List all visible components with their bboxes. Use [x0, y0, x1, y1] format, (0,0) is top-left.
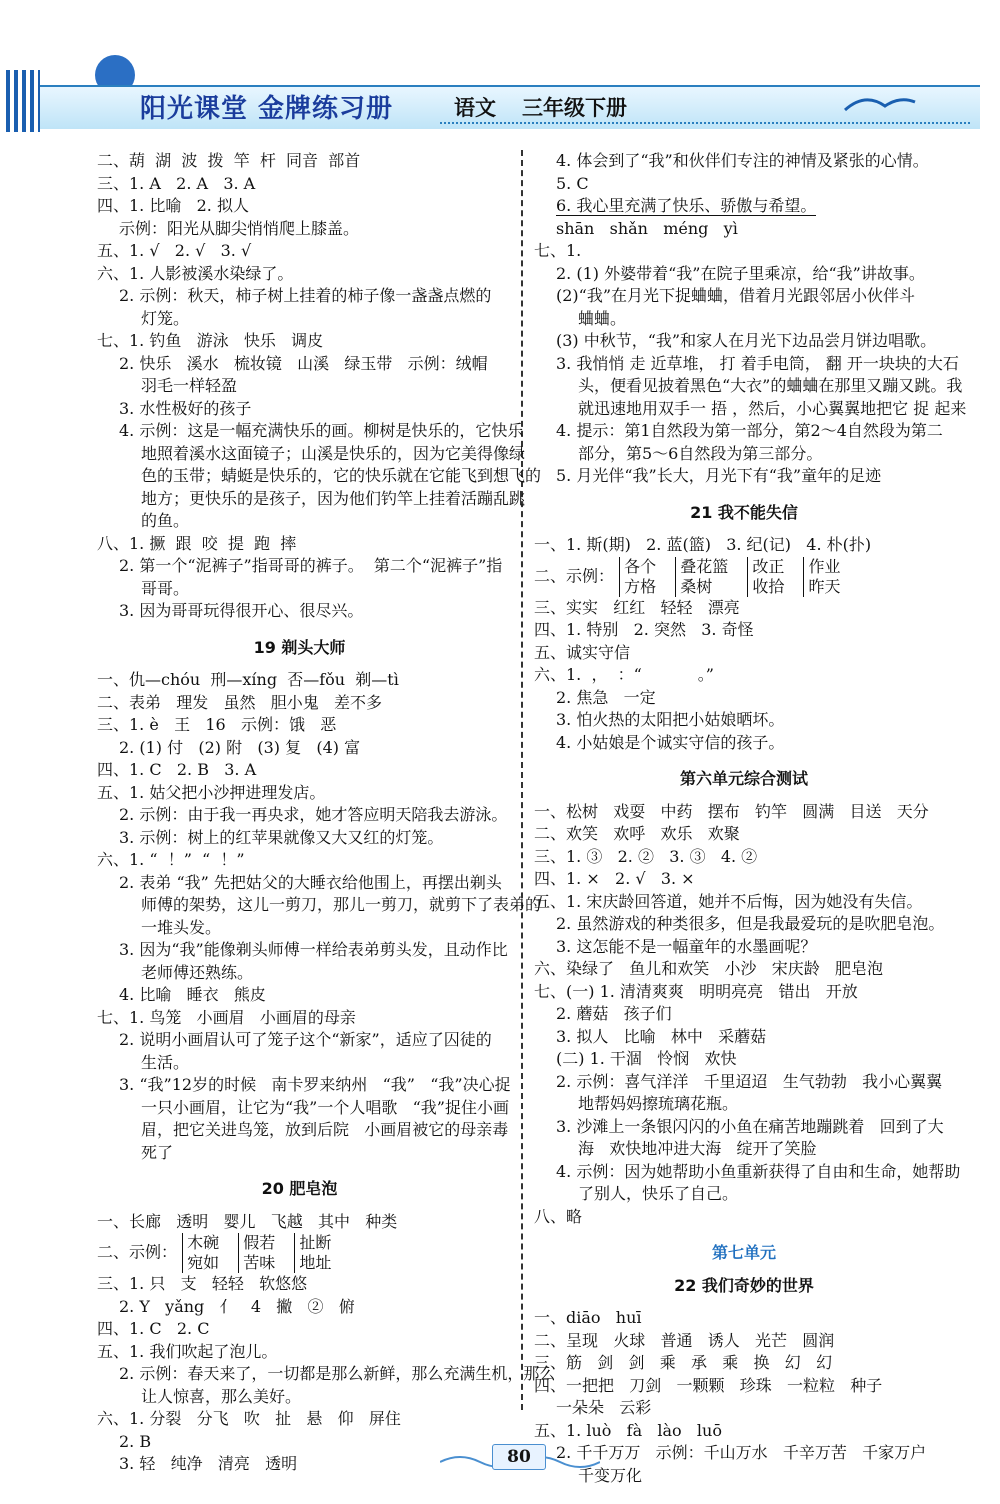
answer-line: 五、1. √ 2. √ 3. √ — [97, 241, 252, 260]
answer-line: 5. 月光伴“我”长大，月光下有“我”童年的足迹 — [556, 466, 882, 485]
word: 苦味 — [243, 1253, 276, 1272]
right-column — [534, 150, 967, 1487]
answer-line: shān shǎn méng yì — [556, 218, 738, 238]
answer-line: 八、1. 撅 跟 咬 提 跑 摔 — [97, 533, 297, 553]
answer-line: 四、1. C 2. C — [97, 1319, 210, 1338]
answer-line: 3. 水性极好的孩子 — [119, 398, 252, 418]
answer-line: 2. 示例：由于我一再央求，她才答应明天陪我去游泳。 — [119, 805, 508, 824]
answer-line: 4. 示例：这是一幅充满快乐的画。柳树是快乐的，它快乐 — [119, 421, 524, 440]
word: 扯断 — [299, 1233, 332, 1252]
answer-line: 就迅速地用双手一 捂 ，然后，小心翼翼地把它 捉 起来 — [578, 398, 967, 418]
answer-line: 三、实实 红红 轻轻 漂亮 — [534, 597, 740, 617]
column-divider — [521, 150, 523, 1410]
header-dotted-rule — [440, 122, 970, 124]
answer-line: 五、1. 我们吹起了泡儿。 — [97, 1341, 278, 1361]
answer-line-brackets — [97, 1233, 502, 1273]
answer-line: 五、1. luò fà lào luō — [534, 1420, 722, 1440]
answer-line: (2)“我”在月光下捉蛐蛐，借着月光跟邻居小伙伴斗 — [556, 286, 916, 305]
answer-line: 头，便看见披着黑色“大衣”的蛐蛐在那里又蹦又跳。我 — [578, 376, 963, 395]
answer-line: 一朵朵 云彩 — [556, 1398, 652, 1417]
answer-line: 3. 拟人 比喻 林中 采蘑菇 — [556, 1026, 767, 1046]
answer-line: (3) 中秋节，“我”和家人在月光下边品尝月饼边唱歌。 — [556, 331, 937, 350]
answer-line: 让人惊喜，那么美好。 — [141, 1386, 302, 1406]
answer-line: 4. 示例：因为她帮助小鱼重新获得了自由和生命，她帮助 — [556, 1161, 961, 1181]
lesson-heading: 19 剃头大师 — [253, 637, 346, 657]
answer-line: 2. 示例：喜气洋洋 千里迢迢 生气勃勃 我小心翼翼 — [556, 1071, 943, 1091]
answer-line: 蛐蛐。 — [578, 308, 627, 328]
answer-line: 三、1. è 王 16 示例：饿 恶 — [97, 715, 337, 734]
word: 地址 — [299, 1253, 332, 1272]
answer-line: 老师傅还熟练。 — [141, 962, 254, 982]
word-group — [294, 1233, 331, 1273]
answer-line: 生活。 — [141, 1052, 190, 1072]
answer-line-brackets — [534, 557, 954, 597]
answer-line: 的鱼。 — [141, 511, 190, 530]
answer-line: 4. 提示：第1自然段为第一部分，第2～4自然段为第二 — [556, 421, 943, 440]
answer-line: 2. 蘑菇 孩子们 — [556, 1004, 672, 1023]
answer-line: 地方；更快乐的是孩子，因为他们钓竿上挂着活蹦乱跳 — [141, 488, 526, 508]
answer-line: 四、一把把 刀剑 一颗颗 珍珠 一粒粒 种子 — [534, 1375, 883, 1395]
word: 方格 — [624, 576, 657, 596]
answer-line: 地帮妈妈擦琉璃花瓶。 — [578, 1094, 739, 1113]
answer-line: 4. 小姑娘是个诚实守信的孩子。 — [556, 732, 785, 752]
answer-line: 3. “我”12岁的时候 南卡罗来纳州 “我” “我”决心捉 — [119, 1075, 511, 1094]
unit-test-heading: 第六单元综合测试 — [679, 769, 808, 788]
answer-line: 六、1. ， ：“ 。” — [534, 665, 714, 684]
page-header — [0, 0, 1000, 160]
word-group — [803, 557, 840, 597]
answer-line: 一、仇—chóu 刑—xíng 否—fǒu 剃—tì — [97, 670, 399, 689]
answer-line: 五、诚实守信 — [534, 642, 631, 662]
answer-line: 3. 怕火热的太阳把小姑娘晒坏。 — [556, 710, 785, 729]
lesson-heading: 22 我们奇妙的世界 — [674, 1275, 814, 1295]
page-number: 80 — [492, 1444, 546, 1470]
answer-line: 海 欢快地冲进大海 绽开了笑脸 — [578, 1139, 817, 1158]
answer-line: 3. 因为哥哥玩得很开心、很尽兴。 — [119, 601, 364, 620]
answer-line: 一、1. 斯(期) 2. 蓝(篮) 3. 纪(记) 4. 朴(扑) — [534, 535, 872, 554]
answer-line: 七、1. 钓鱼 游泳 快乐 调皮 — [97, 331, 324, 350]
answer-line: 二、呈现 火球 普通 诱人 光芒 圆润 — [534, 1330, 835, 1350]
answer-line: 八、略 — [534, 1206, 583, 1226]
answer-line: 地照着溪水这面镜子；山溪是快乐的，因为它美得像绿 — [141, 443, 526, 463]
answer-line: 灯笼。 — [141, 308, 190, 328]
answer-line: 2. 示例：秋天，柿子树上挂着的柿子像一盏盏点燃的 — [119, 286, 492, 305]
answer-line: 3. 因为“我”能像剃头师傅一样给表弟剪头发，且动作比 — [119, 940, 508, 959]
answer-line: 死了 — [141, 1142, 174, 1162]
answer-line: 3. 示例：树上的红苹果就像又大又红的灯笼。 — [119, 827, 444, 847]
word: 桑树 — [680, 576, 713, 596]
word-group — [747, 557, 784, 597]
answer-line: 六、1. “ ！” “ ！” — [97, 850, 245, 869]
answer-line: 2. 千千万万 示例：千山万水 千辛万苦 千家万户 — [556, 1443, 927, 1462]
answer-line: 2. 焦急 一定 — [556, 687, 656, 707]
unit-heading: 第七单元 — [711, 1243, 776, 1262]
answer-line: 哥哥。 — [141, 578, 190, 598]
answer-line: 一只小画眉，让它为“我”一个人唱歌 “我”捉住小画 — [141, 1097, 509, 1117]
answer-line: 示例：阳光从脚尖悄悄爬上膝盖。 — [119, 218, 360, 238]
answer-line: 三、1. A 2. A 3. A — [97, 173, 256, 193]
answer-line: 师傅的架势，这儿一剪刀，那儿一剪刀，就剪下了表弟的 — [141, 895, 542, 914]
answer-line: 七、1. 鸟笼 小画眉 小画眉的母亲 — [97, 1007, 356, 1027]
word: 各个 — [624, 556, 657, 576]
answer-line: 2. B — [119, 1431, 152, 1451]
answer-line: 六、染绿了 鱼儿和欢笑 小沙 宋庆龄 肥皂泡 — [534, 959, 884, 978]
answer-line: 千变万化 — [578, 1465, 643, 1485]
answer-line: 五、1. 姑父把小沙押进理发店。 — [97, 782, 326, 802]
answer-line: 三、1. ③ 2. ② 3. ③ 4. ② — [534, 846, 758, 866]
answer-line: 2. 说明小画眉认可了笼子这个“新家”，适应了囚徒的 — [119, 1030, 492, 1049]
word: 昨天 — [808, 576, 841, 596]
answer-line: (二) 1. 干涸 怜悯 欢快 — [556, 1049, 737, 1068]
answer-line: 2. 示例：春天来了，一切都是那么新鲜，那么充满生机，那么 — [119, 1364, 556, 1383]
word: 收拾 — [752, 576, 785, 596]
book-title: 阳光课堂 金牌练习册 — [140, 94, 394, 124]
answer-label: 二、示例： — [97, 1242, 178, 1262]
header-stripe-decoration — [6, 70, 40, 132]
answer-line: 三、1. 只 支 轻轻 软悠悠 — [97, 1274, 308, 1293]
answer-line: 一、长廊 透明 婴儿 飞越 其中 种类 — [97, 1211, 398, 1231]
answer-line: 七、1. — [534, 241, 582, 260]
answer-line: 二、葫 湖 波 拨 竿 杆 同音 部首 — [97, 151, 361, 170]
word-group — [675, 557, 728, 597]
answer-line: 眉，把它关进鸟笼，放到后院 小画眉被它的母亲毒 — [141, 1120, 509, 1139]
answer-line: 三、筋 剑 剑 乘 承 乘 换 幻 幻 — [534, 1353, 833, 1372]
answer-line: 一、diāo huī — [534, 1308, 642, 1327]
answer-line — [534, 195, 954, 218]
word: 作业 — [808, 556, 841, 576]
lesson-heading: 20 肥皂泡 — [261, 1179, 338, 1198]
answer-line: 4. 比喻 睡衣 熊皮 — [119, 985, 266, 1004]
answer-line: 3. 这怎能不是一幅童年的水墨画呢？ — [556, 936, 817, 956]
page-footer — [440, 1440, 600, 1480]
answer-line: 六、1. 分裂 分飞 吹 扯 悬 仰 屏住 — [97, 1409, 401, 1428]
answer-line: 四、1. 比喻 2. 拟人 — [97, 196, 249, 215]
word: 叠花篮 — [680, 556, 729, 576]
answer-line: 2. 第一个“泥裤子”指哥哥的裤子。 第二个“泥裤子”指 — [119, 556, 503, 575]
answer-line: 3. 轻 纯净 清亮 透明 — [119, 1454, 298, 1473]
answer-line: 部分，第5～6自然段为第三部分。 — [578, 443, 823, 463]
answer-line: 五、1. 宋庆龄回答道，她并不后悔，因为她没有失信。 — [534, 891, 923, 911]
answer-line: 一、松树 戏耍 中药 摆布 钓竿 圆满 目送 天分 — [534, 801, 929, 821]
answer-line: 羽毛一样轻盈 — [141, 376, 238, 395]
answer-line: 5. C — [556, 173, 589, 193]
subject-label: 语文 — [454, 96, 496, 120]
word-group — [619, 557, 656, 597]
word: 木碗 — [187, 1233, 220, 1252]
answer-line: 了别人，快乐了自己。 — [578, 1184, 739, 1203]
answer-line: 2. 快乐 溪水 梳妆镜 山溪 绿玉带 示例：绒帽 — [119, 353, 488, 373]
answer-line: 四、1. 特别 2. 突然 3. 奇怪 — [534, 620, 754, 639]
word: 改正 — [752, 556, 785, 576]
word-group — [238, 1233, 275, 1273]
answer-line: 4. 体会到了“我”和伙伴们专注的神情及紧张的心情。 — [556, 151, 929, 170]
answer-line: 一堆头发。 — [141, 917, 222, 937]
underlined-answer: 6. 我心里充满了快乐、骄傲与希望。 — [556, 196, 817, 215]
word: 假若 — [243, 1233, 276, 1252]
answer-line: 2. 虽然游戏的种类很多，但是我最爱玩的是吹肥皂泡。 — [556, 914, 945, 933]
answer-line: 2. (1) 外婆带着“我”在院子里乘凉，给“我”讲故事。 — [556, 263, 925, 283]
answer-line: 二、欢笑 欢呼 欢乐 欢聚 — [534, 824, 740, 843]
answer-line: 2. 表弟 “我” 先把姑父的大睡衣给他围上，再摆出剃头 — [119, 872, 502, 892]
answer-line: 2. (1) 付 (2) 附 (3) 复 (4) 富 — [119, 737, 361, 757]
answer-label: 二、示例： — [534, 566, 615, 585]
answer-line: 3. 沙滩上一条银闪闪的小鱼在痛苦地蹦跳着 回到了大 — [556, 1116, 944, 1136]
answer-line: 四、1. × 2. √ 3. × — [534, 869, 695, 888]
word-group — [182, 1233, 219, 1273]
answer-line: 四、1. C 2. B 3. A — [97, 760, 257, 779]
word: 宛如 — [187, 1253, 220, 1272]
answer-line: 2. Y yǎng 亻 4 撇 ② 俯 — [119, 1296, 355, 1316]
answer-line: 色的玉带；蜻蜓是快乐的，它的快乐就在它能飞到想飞的 — [141, 466, 542, 485]
answer-line: 七、(一) 1. 清清爽爽 明明亮亮 错出 开放 — [534, 981, 858, 1001]
answer-line: 六、1. 人影被溪水染绿了。 — [97, 263, 294, 283]
answer-line: 二、表弟 理发 虽然 胆小鬼 差不多 — [97, 692, 383, 712]
grade-label: 三年级下册 — [522, 96, 627, 120]
answer-line: 3. 我悄悄 走 近草堆， 打 着手电筒， 翻 开一块块的大石 — [556, 353, 959, 373]
lesson-heading: 21 我不能失信 — [690, 502, 798, 522]
bird-icon — [840, 90, 920, 120]
